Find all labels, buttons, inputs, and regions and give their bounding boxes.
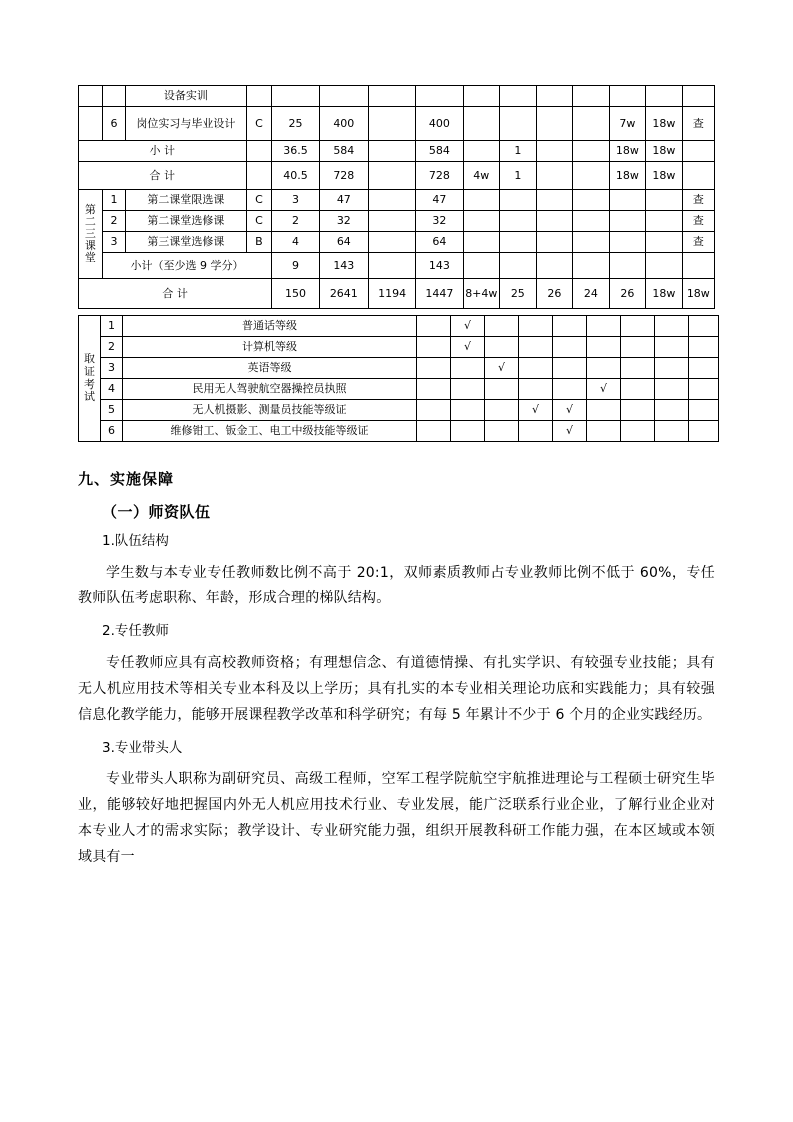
cell: 设备实训 [126, 86, 246, 107]
cell [451, 358, 485, 379]
cell [609, 253, 646, 279]
cell: 36.5 [272, 141, 319, 162]
cell [500, 86, 537, 107]
table-row [79, 337, 719, 358]
cell: 1 [500, 141, 537, 162]
cell: 143 [319, 253, 368, 279]
cell [609, 211, 646, 232]
table-row [79, 421, 719, 442]
table-row [79, 107, 715, 141]
cell: 2 [101, 337, 123, 358]
cell [536, 86, 573, 107]
cell [500, 107, 537, 141]
cell-check: √ [485, 358, 519, 379]
cell [485, 337, 519, 358]
cell: 400 [416, 107, 463, 141]
cell [369, 232, 416, 253]
cell [553, 379, 587, 400]
cell-check: √ [553, 400, 587, 421]
cell [451, 400, 485, 421]
cell: 64 [416, 232, 463, 253]
cell [417, 337, 451, 358]
cell [246, 141, 272, 162]
cell [417, 379, 451, 400]
cell: 查 [682, 232, 714, 253]
cell [485, 421, 519, 442]
cell: 47 [319, 190, 368, 211]
cell: 18w [682, 279, 714, 309]
cell: 2 [102, 211, 126, 232]
item-title-1: 1.队伍结构 [102, 533, 169, 549]
table-row [79, 86, 715, 107]
second-class-vertical-label: 第二三课堂 [79, 190, 103, 279]
cell: 3 [101, 358, 123, 379]
cell [536, 232, 573, 253]
cell [689, 379, 719, 400]
cell-check: √ [553, 421, 587, 442]
cell: 民用无人驾驶航空器操控员执照 [123, 379, 417, 400]
cell [621, 379, 655, 400]
cell [609, 232, 646, 253]
cell: 2 [272, 211, 319, 232]
cell: 6 [101, 421, 123, 442]
total-label: 合 计 [79, 162, 247, 190]
table-row [79, 316, 719, 337]
cell [573, 86, 610, 107]
cell: 1 [101, 316, 123, 337]
cell: 32 [416, 211, 463, 232]
cell-check: √ [587, 379, 621, 400]
cell [682, 162, 714, 190]
cell [536, 107, 573, 141]
cell: 1194 [369, 279, 416, 309]
table-row [79, 211, 715, 232]
cell: B [246, 232, 272, 253]
cell: 32 [319, 211, 368, 232]
cell: 728 [319, 162, 368, 190]
cell: C [246, 211, 272, 232]
cell [587, 358, 621, 379]
cell [485, 400, 519, 421]
cell [587, 400, 621, 421]
cell [689, 421, 719, 442]
cell [519, 379, 553, 400]
item-body-1: 学生数与本专业专任教师数比例不高于 20:1，双师素质教师占专业教师比例不低于 60%，专任教师队伍考虑职称、年龄，形成合理的梯队结构。 [78, 564, 715, 607]
cell [621, 316, 655, 337]
cell [573, 232, 610, 253]
cell [682, 86, 714, 107]
cell: 9 [272, 253, 319, 279]
cell: 3 [272, 190, 319, 211]
cell [369, 211, 416, 232]
cell [553, 316, 587, 337]
item-title-3: 3.专业带头人 [102, 739, 183, 756]
certificate-exam-table [78, 315, 719, 442]
cell: 150 [272, 279, 319, 309]
table-row [79, 190, 715, 211]
curriculum-table [78, 85, 715, 309]
cell [587, 421, 621, 442]
cell [621, 337, 655, 358]
cell: 25 [500, 279, 537, 309]
subsection-heading: （一）师资队伍 [102, 503, 211, 521]
cell [621, 421, 655, 442]
cell: 普通话等级 [123, 316, 417, 337]
cell: 400 [319, 107, 368, 141]
cell [609, 86, 646, 107]
cell: 5 [101, 400, 123, 421]
cell [655, 316, 689, 337]
cell [79, 86, 103, 107]
cell [682, 253, 714, 279]
cell [463, 86, 500, 107]
cell [500, 253, 537, 279]
cell [553, 337, 587, 358]
cell [369, 107, 416, 141]
cell [519, 316, 553, 337]
cell [621, 400, 655, 421]
table-row [79, 358, 719, 379]
cell: C [246, 190, 272, 211]
cell: 26 [609, 279, 646, 309]
cell: 无人机摄影、测量员技能等级证 [123, 400, 417, 421]
cell: 第三课堂选修课 [126, 232, 246, 253]
cell: 2641 [319, 279, 368, 309]
cell [463, 211, 500, 232]
cell-check: √ [451, 337, 485, 358]
cell [519, 337, 553, 358]
cell [536, 190, 573, 211]
cell [536, 141, 573, 162]
grand-total-label: 合 计 [79, 279, 272, 309]
cell [102, 86, 126, 107]
cell [655, 379, 689, 400]
cell: 维修钳工、钣金工、电工中级技能等级证 [123, 421, 417, 442]
cell: 第二课堂选修课 [126, 211, 246, 232]
cell [463, 232, 500, 253]
cell [319, 86, 368, 107]
cell [451, 379, 485, 400]
section-heading: 九、实施保障 [78, 470, 175, 488]
cell [587, 337, 621, 358]
cell [369, 141, 416, 162]
subtotal-label: 小计（至少选 9 学分） [102, 253, 272, 279]
cell: 4 [272, 232, 319, 253]
cell [417, 358, 451, 379]
cell: 64 [319, 232, 368, 253]
cell [646, 253, 683, 279]
cell: 18w [646, 279, 683, 309]
cell [655, 358, 689, 379]
cell [682, 141, 714, 162]
cell [79, 107, 103, 141]
cell [463, 253, 500, 279]
cell: 143 [416, 253, 463, 279]
cell [369, 86, 416, 107]
table-row [79, 379, 719, 400]
cell: 英语等级 [123, 358, 417, 379]
cell [500, 190, 537, 211]
item-body-3: 专业带头人职称为副研究员、高级工程师，空军工程学院航空宇航推进理论与工程硕士研究生毕业，能够较好地把握国内外无人机应用技术行业、专业发展，能广泛联系行业企业，了解行业企业对本专业人才的需求实际；教学设计、专业研究能力强，组织开展教科研工作能力强，在本区域或本领域具有一 [78, 771, 715, 865]
cell [646, 211, 683, 232]
cell: 查 [682, 190, 714, 211]
cell [500, 211, 537, 232]
cell [573, 253, 610, 279]
table-row-grand-total [79, 279, 715, 309]
cell [646, 86, 683, 107]
cell: 7w [609, 107, 646, 141]
cell: 计算机等级 [123, 337, 417, 358]
cell: 第二课堂限选课 [126, 190, 246, 211]
cell [485, 379, 519, 400]
cell: C [246, 107, 272, 141]
cell-check: √ [451, 316, 485, 337]
cell [553, 358, 587, 379]
cell [587, 316, 621, 337]
cell [655, 400, 689, 421]
cell [609, 190, 646, 211]
cell: 18w [609, 141, 646, 162]
table-row-total [79, 162, 715, 190]
cell: 18w [646, 141, 683, 162]
cell [463, 141, 500, 162]
cell [689, 316, 719, 337]
cell [689, 358, 719, 379]
cell [272, 86, 319, 107]
cell [573, 211, 610, 232]
cell [655, 337, 689, 358]
item-title-2: 2.专任教师 [102, 623, 169, 640]
cell [463, 107, 500, 141]
cell [451, 421, 485, 442]
cell: 1 [500, 162, 537, 190]
cell [519, 358, 553, 379]
cell [573, 162, 610, 190]
cell [646, 232, 683, 253]
cell [369, 162, 416, 190]
cell [573, 190, 610, 211]
cell [417, 400, 451, 421]
cell [519, 421, 553, 442]
cell: 查 [682, 211, 714, 232]
item-body-2: 专任教师应具有高校教师资格；有理想信念、有道德情操、有扎实学识、有较强专业技能；具有无人机应用技术等相关专业本科及以上学历；具有扎实的本专业相关理论功底和实践能力；具有较强信息化教学能力，能够开展课程教学改革和科学研究；有每 5 年累计不少于 6 个月的企业实践经历。 [78, 654, 715, 723]
cell: 584 [319, 141, 368, 162]
cell [246, 162, 272, 190]
cell: 24 [573, 279, 610, 309]
cell [417, 316, 451, 337]
cell [536, 211, 573, 232]
cell-check: √ [519, 400, 553, 421]
cell [573, 107, 610, 141]
cell: 584 [416, 141, 463, 162]
table-row [79, 232, 715, 253]
table-row-subtotal [79, 253, 715, 279]
cell: 8+4w [463, 279, 500, 309]
cell [689, 337, 719, 358]
cell [689, 400, 719, 421]
cell: 40.5 [272, 162, 319, 190]
cell [416, 86, 463, 107]
cell: 3 [102, 232, 126, 253]
cell [536, 162, 573, 190]
cell [369, 253, 416, 279]
table-row-subtotal [79, 141, 715, 162]
cell [500, 232, 537, 253]
cell [463, 190, 500, 211]
cell: 18w [646, 107, 683, 141]
subtotal-label: 小 计 [79, 141, 247, 162]
cell: 26 [536, 279, 573, 309]
cell: 18w [609, 162, 646, 190]
curriculum-table-wrapper [78, 85, 715, 309]
cell: 25 [272, 107, 319, 141]
cell [536, 253, 573, 279]
cell: 18w [646, 162, 683, 190]
cell [246, 86, 272, 107]
cell [369, 190, 416, 211]
cell: 岗位实习与毕业设计 [126, 107, 246, 141]
table-row [79, 400, 719, 421]
cert-exam-vertical-label: 取证考试 [79, 316, 101, 442]
cell: 4 [101, 379, 123, 400]
cell: 1447 [416, 279, 463, 309]
cell: 1 [102, 190, 126, 211]
cell: 728 [416, 162, 463, 190]
cell: 6 [102, 107, 126, 141]
cell [655, 421, 689, 442]
cell [621, 358, 655, 379]
cell [417, 421, 451, 442]
cell: 47 [416, 190, 463, 211]
cell: 查 [682, 107, 714, 141]
cell [485, 316, 519, 337]
cell [573, 141, 610, 162]
cell: 4w [463, 162, 500, 190]
cell [646, 190, 683, 211]
